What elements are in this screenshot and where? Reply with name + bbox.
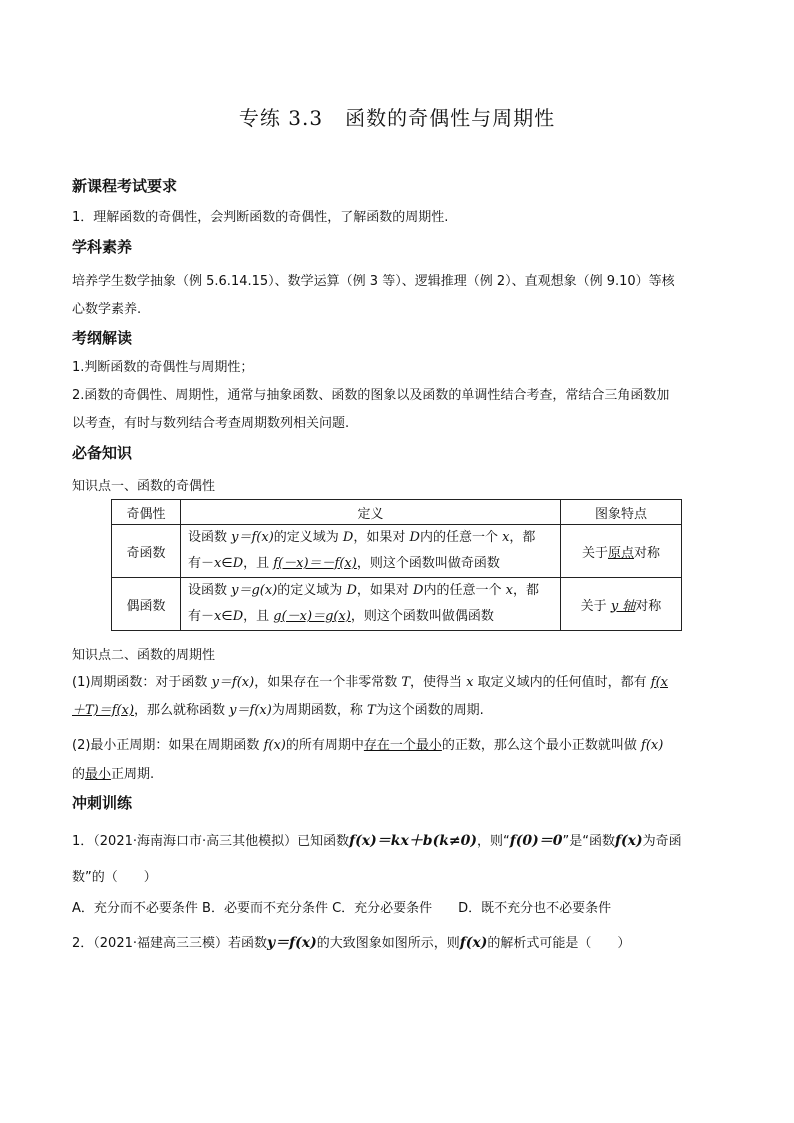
even-function-feature: 关于 y 轴对称 (561, 578, 682, 631)
outline-line-1: 1.判断函数的奇偶性与周期性； (72, 360, 254, 375)
parity-table (111, 499, 682, 631)
table-row-odd (112, 525, 682, 578)
even-function-name: 偶函数 (112, 578, 181, 631)
outline-line-2: 2.函数的奇偶性、周期性，通常与抽象函数、函数的图象以及函数的单调性结合考查，常结合三角函数加 (72, 388, 670, 403)
title-number: 专练 3.3 (238, 106, 324, 130)
page-title (0, 102, 794, 131)
table-header-cell: 定义 (181, 500, 561, 525)
requirements-line: 1．理解函数的奇偶性，会判断函数的奇偶性，了解函数的周期性. (72, 210, 449, 225)
min-period-line-2: 的最小正周期. (72, 767, 155, 782)
heading-literacy: 学科素养 (72, 238, 133, 256)
question-1-line-2: 数”的（ ） (72, 870, 157, 885)
heading-outline: 考纲解读 (72, 329, 133, 347)
literacy-line-2: 心数学素养. (72, 302, 142, 317)
table-header-row (112, 500, 682, 525)
literacy-line-1: 培养学生数学抽象（例 5.6.14.15）、数学运算（例 3 等）、逻辑推理（例 2）、直观想象（例 9.10）等核 (72, 274, 675, 289)
table-header-cell: 图象特点 (561, 500, 682, 525)
table-header-cell: 奇偶性 (112, 500, 181, 525)
question-1-options: A．充分而不必要条件 B．必要而不充分条件 C．充分必要条件 D．既不充分也不必要条件 (72, 901, 612, 916)
odd-function-name: 奇函数 (112, 525, 181, 578)
outline-line-3: 以考查，有时与数列结合考查周期数列相关问题. (72, 416, 350, 431)
period-definition-line-1: (1)周期函数：对于函数 y＝f(x)，如果存在一个非零常数 T，使得当 x 取定义域内的任何值时，都有 f(x (72, 675, 668, 690)
title-text: 函数的奇偶性与周期性 (345, 106, 556, 130)
heading-knowledge: 必备知识 (72, 444, 133, 462)
odd-function-definition: 设函数 y＝f(x)的定义域为 D，如果对 D内的任意一个 x，都 有－x∈D，且 f(－x)＝－f(x)，则这个函数叫做奇函数 (181, 525, 561, 578)
heading-requirements: 新课程考试要求 (72, 177, 178, 195)
even-function-definition: 设函数 y＝g(x)的定义域为 D，如果对 D内的任意一个 x，都 有－x∈D，且 g(－x)＝g(x)，则这个函数叫做偶函数 (181, 578, 561, 631)
table-row-even (112, 578, 682, 631)
knowledge-point-2: 知识点二、函数的周期性 (72, 648, 216, 663)
heading-practice: 冲刺训练 (72, 794, 133, 812)
question-2-line-1: 2．（2021·福建高三三模）若函数y＝f(x)的大致图象如图所示，则f(x)的解析式可能是（ ） (72, 935, 631, 951)
question-1-line-1: 1．（2021·海南海口市·高三其他模拟）已知函数f(x)＝kx＋b(k≠0)，则“f(0)＝0”是“函数f(x)为奇函 (72, 833, 682, 849)
min-period-line-1: (2)最小正周期：如果在周期函数 f(x)的所有周期中存在一个最小的正数，那么这个最小正数就叫做 f(x) (72, 738, 664, 753)
knowledge-point-1: 知识点一、函数的奇偶性 (72, 479, 216, 494)
period-definition-line-2: ＋T)＝f(x)，那么就称函数 y＝f(x)为周期函数，称 T为这个函数的周期. (72, 703, 484, 718)
odd-function-feature: 关于原点对称 (561, 525, 682, 578)
